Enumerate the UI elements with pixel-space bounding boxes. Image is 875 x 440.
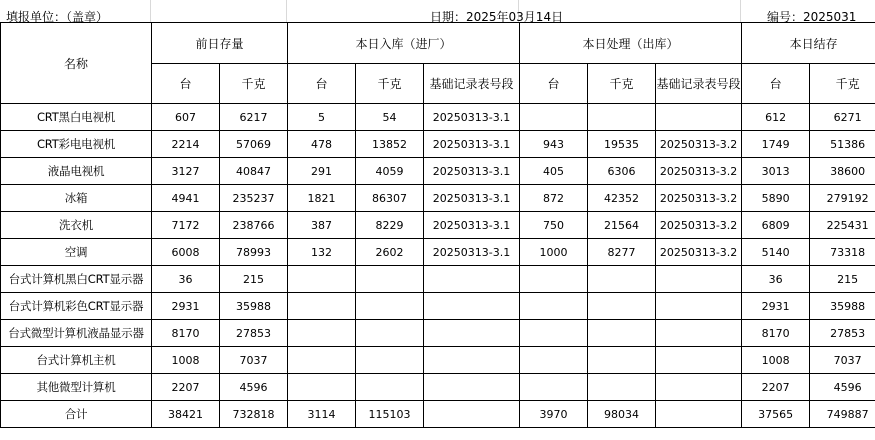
item-name: 台式计算机彩色CRT显示器 — [1, 293, 152, 320]
grid-line — [150, 0, 151, 22]
balance-kg: 4596 — [810, 374, 875, 401]
processed-units — [520, 104, 588, 131]
balance-units: 1008 — [742, 347, 810, 374]
balance-units: 3013 — [742, 158, 810, 185]
prev-stock-units: 38421 — [152, 401, 220, 428]
prev-stock-units: 4941 — [152, 185, 220, 212]
inbound-kg: 4059 — [356, 158, 424, 185]
prev-stock-units: 2931 — [152, 293, 220, 320]
processed-units: 872 — [520, 185, 588, 212]
processed-kg — [588, 374, 656, 401]
processed-kg — [588, 320, 656, 347]
balance-kg: 215 — [810, 266, 875, 293]
inbound-units — [288, 293, 356, 320]
report-number: 编号：2025031 — [767, 10, 857, 24]
prev-kg-header: 千克 — [220, 64, 288, 104]
inbound-record-no — [424, 293, 520, 320]
processed-record-no: 20250313-3.2 — [656, 131, 742, 158]
balance-units: 1749 — [742, 131, 810, 158]
processed-units — [520, 266, 588, 293]
inbound-record-no: 20250313-3.1 — [424, 158, 520, 185]
inbound-units — [288, 320, 356, 347]
item-name: 其他微型计算机 — [1, 374, 152, 401]
prev-stock-units: 36 — [152, 266, 220, 293]
table-row — [1, 104, 875, 131]
inbound-units: 1821 — [288, 185, 356, 212]
inbound-record-no: 20250313-3.1 — [424, 239, 520, 266]
inbound-kg: 8229 — [356, 212, 424, 239]
processed-record-no: 20250313-3.2 — [656, 158, 742, 185]
reporting-unit-label: 填报单位：（盖章） — [6, 10, 109, 24]
balance-units: 612 — [742, 104, 810, 131]
prev-stock-kg: 4596 — [220, 374, 288, 401]
inbound-kg: 2602 — [356, 239, 424, 266]
processed-kg: 21564 — [588, 212, 656, 239]
out-record-header: 基础记录表号段 — [656, 64, 742, 104]
table-row — [1, 158, 875, 185]
inbound-record-no: 20250313-3.1 — [424, 212, 520, 239]
inbound-record-no — [424, 374, 520, 401]
prev-stock-units: 8170 — [152, 320, 220, 347]
in-tai-header: 台 — [288, 64, 356, 104]
in-kg-header: 千克 — [356, 64, 424, 104]
balance-kg: 35988 — [810, 293, 875, 320]
balance-units: 37565 — [742, 401, 810, 428]
inbound-kg: 13852 — [356, 131, 424, 158]
processed-kg: 19535 — [588, 131, 656, 158]
balance-kg: 51386 — [810, 131, 875, 158]
inbound-units — [288, 374, 356, 401]
out-kg-header: 千克 — [588, 64, 656, 104]
processed-kg — [588, 266, 656, 293]
processed-record-no: 20250313-3.2 — [656, 212, 742, 239]
item-name: 空调 — [1, 239, 152, 266]
processed-kg: 98034 — [588, 401, 656, 428]
balance-kg: 225431 — [810, 212, 875, 239]
inbound-record-no: 20250313-3.1 — [424, 185, 520, 212]
balance-kg: 279192 — [810, 185, 875, 212]
processed-record-no — [656, 347, 742, 374]
prev-stock-kg: 78993 — [220, 239, 288, 266]
item-name: 台式计算机主机 — [1, 347, 152, 374]
inbound-units — [288, 347, 356, 374]
prev-stock-units: 6008 — [152, 239, 220, 266]
inbound-record-no — [424, 401, 520, 428]
table-row — [1, 212, 875, 239]
prev-stock-kg: 35988 — [220, 293, 288, 320]
table-row — [1, 320, 875, 347]
processed-record-no — [656, 401, 742, 428]
processed-units — [520, 374, 588, 401]
balance-kg: 38600 — [810, 158, 875, 185]
inbound-kg — [356, 374, 424, 401]
inbound-record-no — [424, 347, 520, 374]
prev-stock-units: 3127 — [152, 158, 220, 185]
inbound-units: 132 — [288, 239, 356, 266]
item-name: 冰箱 — [1, 185, 152, 212]
balance-kg: 73318 — [810, 239, 875, 266]
inbound-units: 291 — [288, 158, 356, 185]
prev-stock-kg: 215 — [220, 266, 288, 293]
inbound-record-no: 20250313-3.1 — [424, 104, 520, 131]
group-prev-stock: 前日存量 — [152, 23, 288, 64]
inbound-kg: 115103 — [356, 401, 424, 428]
processed-units: 943 — [520, 131, 588, 158]
prev-stock-units: 2214 — [152, 131, 220, 158]
group-balance: 本日结存 — [742, 23, 875, 64]
processed-kg — [588, 347, 656, 374]
prev-stock-units: 7172 — [152, 212, 220, 239]
inbound-kg: 54 — [356, 104, 424, 131]
grid-line — [286, 0, 287, 22]
processed-units — [520, 293, 588, 320]
processed-units — [520, 320, 588, 347]
item-name: 台式计算机黑白CRT显示器 — [1, 266, 152, 293]
inbound-record-no: 20250313-3.1 — [424, 131, 520, 158]
processed-record-no: 20250313-3.2 — [656, 239, 742, 266]
inbound-record-no — [424, 320, 520, 347]
balance-units: 8170 — [742, 320, 810, 347]
item-name: 液晶电视机 — [1, 158, 152, 185]
item-name: CRT彩电电视机 — [1, 131, 152, 158]
inbound-kg: 86307 — [356, 185, 424, 212]
processed-units: 1000 — [520, 239, 588, 266]
table-row — [1, 131, 875, 158]
inbound-kg — [356, 266, 424, 293]
bal-tai-header: 台 — [742, 64, 810, 104]
group-inbound: 本日入库（进厂） — [288, 23, 520, 64]
out-tai-header: 台 — [520, 64, 588, 104]
prev-stock-kg: 6217 — [220, 104, 288, 131]
processed-units: 3970 — [520, 401, 588, 428]
processed-record-no: 20250313-3.2 — [656, 185, 742, 212]
inbound-record-no — [424, 266, 520, 293]
prev-stock-kg: 57069 — [220, 131, 288, 158]
processed-kg: 42352 — [588, 185, 656, 212]
inbound-kg — [356, 347, 424, 374]
item-name: 合计 — [1, 401, 152, 428]
balance-kg: 6271 — [810, 104, 875, 131]
table-row — [1, 401, 875, 428]
processed-record-no — [656, 374, 742, 401]
col-name-header: 名称 — [1, 23, 152, 104]
processed-kg: 8277 — [588, 239, 656, 266]
item-name: 洗衣机 — [1, 212, 152, 239]
prev-stock-kg: 235237 — [220, 185, 288, 212]
processed-record-no — [656, 104, 742, 131]
bal-kg-header: 千克 — [810, 64, 875, 104]
group-processed: 本日处理（出库） — [520, 23, 742, 64]
prev-stock-kg: 7037 — [220, 347, 288, 374]
balance-units: 6809 — [742, 212, 810, 239]
balance-kg: 749887 — [810, 401, 875, 428]
table-row — [1, 293, 875, 320]
report-date: 日期：2025年03月14日 — [430, 10, 564, 24]
item-name: CRT黑白电视机 — [1, 104, 152, 131]
processed-kg: 6306 — [588, 158, 656, 185]
balance-units: 2931 — [742, 293, 810, 320]
table-row — [1, 239, 875, 266]
table-row — [1, 347, 875, 374]
prev-stock-kg: 40847 — [220, 158, 288, 185]
table-row — [1, 266, 875, 293]
table-row — [1, 374, 875, 401]
inbound-kg — [356, 293, 424, 320]
processed-units — [520, 347, 588, 374]
processed-kg — [588, 104, 656, 131]
balance-kg: 27853 — [810, 320, 875, 347]
balance-units: 36 — [742, 266, 810, 293]
inbound-units: 387 — [288, 212, 356, 239]
prev-stock-units: 1008 — [152, 347, 220, 374]
prev-stock-units: 607 — [152, 104, 220, 131]
table-row — [1, 185, 875, 212]
processed-record-no — [656, 293, 742, 320]
prev-stock-kg: 732818 — [220, 401, 288, 428]
balance-units: 5140 — [742, 239, 810, 266]
inbound-units — [288, 266, 356, 293]
prev-tai-header: 台 — [152, 64, 220, 104]
processed-units: 750 — [520, 212, 588, 239]
inbound-units: 5 — [288, 104, 356, 131]
prev-stock-units: 2207 — [152, 374, 220, 401]
processed-record-no — [656, 266, 742, 293]
grid-line — [740, 0, 741, 22]
item-name: 台式微型计算机液晶显示器 — [1, 320, 152, 347]
report-header — [0, 0, 875, 22]
inbound-units: 3114 — [288, 401, 356, 428]
inbound-units: 478 — [288, 131, 356, 158]
inventory-table — [0, 22, 875, 428]
processed-record-no — [656, 320, 742, 347]
prev-stock-kg: 238766 — [220, 212, 288, 239]
balance-units: 5890 — [742, 185, 810, 212]
prev-stock-kg: 27853 — [220, 320, 288, 347]
balance-kg: 7037 — [810, 347, 875, 374]
header-row-groups — [1, 23, 875, 64]
processed-kg — [588, 293, 656, 320]
processed-units: 405 — [520, 158, 588, 185]
in-record-header: 基础记录表号段 — [424, 64, 520, 104]
balance-units: 2207 — [742, 374, 810, 401]
inbound-kg — [356, 320, 424, 347]
